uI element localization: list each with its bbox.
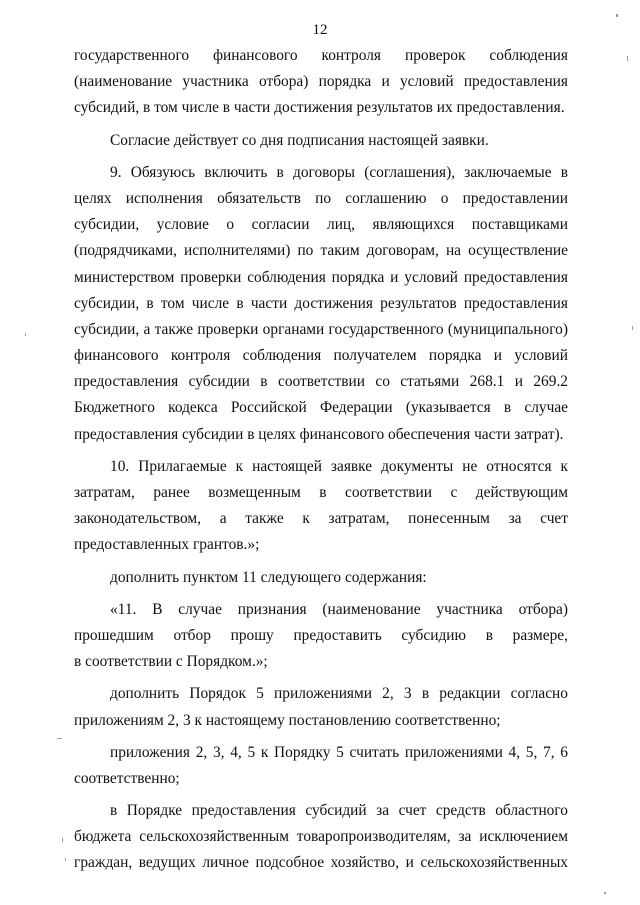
text-line: предоставления субсидии в соответствии со статьями 268.1 и 269.2 — [74, 373, 568, 391]
text-line: субсидий, в том числе в части достижения результатов их предоставления. — [74, 99, 565, 117]
text-line: Бюджетного кодекса Российской Федерации (указывается в случае — [74, 399, 568, 417]
text-line: граждан, ведущих личное подсобное хозяйство, и сельскохозяйственных — [74, 854, 568, 872]
paragraph-start: дополнить Порядок 5 приложениями 2, 3 в редакции согласно — [110, 685, 568, 703]
text-line: затратам, ранее возмещенным в соответствии с действующим — [74, 484, 568, 501]
text-line: (подрядчиками, исполнителями) по таким договорам, на осуществление — [74, 242, 568, 260]
text-line: законодательством, а также к затратам, понесенным за счет — [74, 510, 568, 528]
text-line: субсидии, условие о согласии лиц, являющихся поставщиками — [74, 216, 568, 234]
text-line: соответственно; — [74, 769, 180, 787]
scan-speck — [57, 738, 62, 739]
text-line: целях исполнения обязательств по соглашению о предоставлении — [74, 189, 568, 207]
scan-speck — [627, 56, 628, 61]
paragraph-start: дополнить пунктом 11 следующего содержания: — [110, 568, 427, 586]
paragraph-start: «11. В случае признания (наименование участника отбора) — [110, 600, 568, 618]
paragraph-start: приложения 2, 3, 4, 5 к Порядку 5 считать приложениями 4, 5, 7, 6 — [110, 743, 568, 761]
scan-speck — [632, 326, 633, 330]
text-line: государственного финансового контроля проверок соблюдения — [74, 47, 568, 64]
paragraph-start: Согласие действует со дня подписания настоящей заявки. — [110, 131, 489, 149]
text-line: субсидии, а также проверки органами государственного (муниципального) — [74, 320, 568, 338]
text-line: финансового контроля соблюдения получателем порядка и условий — [74, 347, 568, 365]
text-line: прошедшим отбор прошу предоставить субсидию в размере, — [74, 626, 568, 644]
document-body — [74, 43, 568, 877]
scan-speck — [65, 858, 66, 861]
scan-speck — [604, 892, 606, 894]
text-line: министерством проверки соблюдения порядка и условий предоставления — [74, 268, 568, 286]
scan-speck — [62, 838, 63, 842]
text-line: бюджета сельскохозяйственным товаропроизводителям, за исключением — [74, 828, 568, 846]
paragraph-start: 9. Обязуюсь включить в договоры (соглашения), заключаемые в — [110, 163, 568, 181]
text-line: предоставленных грантов.»; — [74, 536, 260, 554]
scan-speck — [616, 14, 618, 17]
text-line: предоставления субсидии в целях финансового обеспечения части затрат). — [74, 425, 564, 443]
page-number: 12 — [312, 22, 328, 38]
text-line: приложениям 2, 3 к настоящему постановлению соответственно; — [74, 711, 501, 729]
text-line: субсидии, в том числе в части достижения результатов предоставления — [74, 294, 568, 312]
text-line: в соответствии с Порядком.»; — [74, 653, 268, 671]
paragraph-start: в Порядке предоставления субсидий за счет средств областного — [110, 802, 568, 820]
text-line: (наименование участника отбора) порядка и условий предоставления — [74, 73, 568, 91]
paragraph-start: 10. Прилагаемые к настоящей заявке документы не относятся к — [110, 457, 568, 475]
scan-speck — [25, 333, 26, 336]
